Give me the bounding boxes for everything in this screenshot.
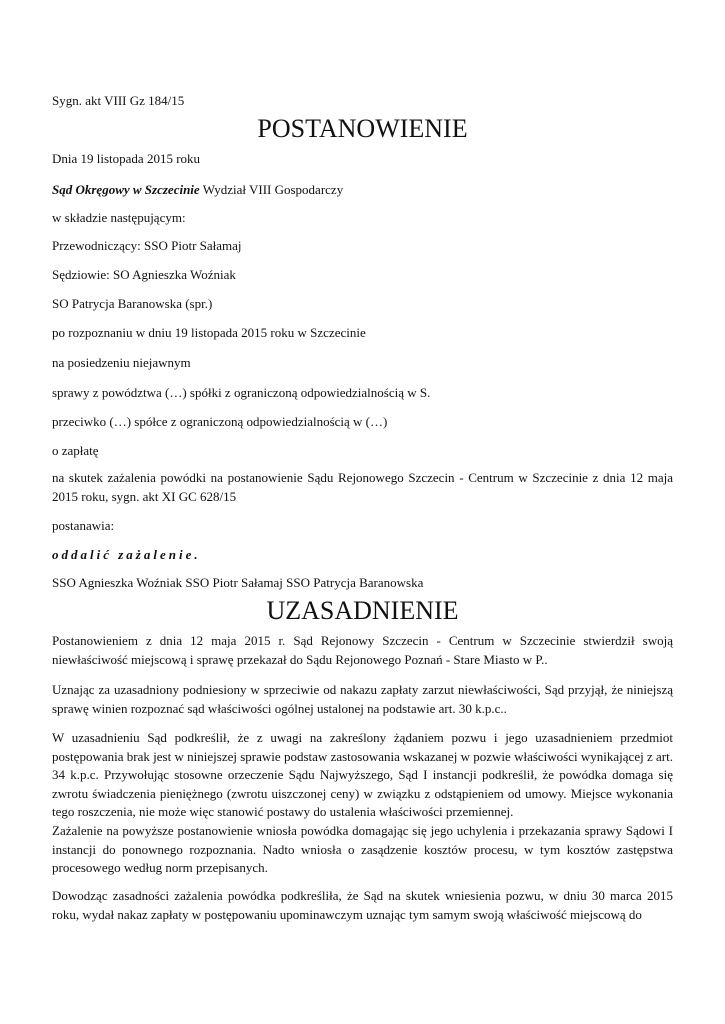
subject-line: o zapłatę: [52, 443, 99, 458]
court-division: Wydział VIII Gospodarczy: [199, 182, 344, 197]
document-title: POSTANOWIENIE: [257, 114, 468, 143]
justification-paragraph: Zażalenie na powyższe postanowienie wniosła powódka domagając się jego uchylenia i przekazania sprawy Sądowi I instancji do ponownego rozpoznania. Nadto wniosła o zasądzenie kosztów procesu, w tym kosztów zastępstwa procesowego według norm przepisanych.: [52, 823, 673, 875]
ruling: oddalić zażalenie.: [52, 547, 201, 562]
court-line: [52, 182, 343, 198]
justification-paragraph: Postanowieniem z dnia 12 maja 2015 r. Sąd Rejonowy Szczecin - Centrum w Szczecinie stwierdził swoją niewłaściwość miejscową i sprawę przekazał do Sądu Rejonowego Poznań - Stare Miasto w P..: [52, 633, 673, 667]
date-line: Dnia 19 listopada 2015 roku: [52, 151, 201, 166]
justification-title: UZASADNIENIE: [266, 596, 459, 625]
court-name: Sąd Okręgowy w Szczecinie: [52, 182, 200, 197]
presiding-judge: Przewodniczący: SSO Piotr Sałamaj: [52, 238, 242, 253]
appeal-paragraph: na skutek zażalenia powódki na postanowienie Sądu Rejonowego Szczecin - Centrum w Szczecinie z dnia 12 maja 2015 roku, sygn. akt XI GC 628/15: [52, 470, 673, 504]
composition-intro: w składzie następującym:: [52, 210, 186, 225]
justification-paragraph: Dowodząc zasadności zażalenia powódka podkreśliła, że Sąd na skutek wniesienia pozwu, w dniu 30 marca 2015 roku, wydał nakaz zapłaty w postępowaniu upominawczym uznając tym samym swoją właściwość miejscową do: [52, 888, 673, 922]
judges-line: Sędziowie: SO Agnieszka Woźniak: [52, 267, 236, 282]
session-line: na posiedzeniu niejawnym: [52, 355, 191, 370]
hearing-line: po rozpoznaniu w dniu 19 listopada 2015 roku w Szczecinie: [52, 325, 366, 340]
decides-line: postanawia:: [52, 518, 115, 533]
judge-rapporteur: SO Patrycja Baranowska (spr.): [52, 296, 213, 311]
case-reference: Sygn. akt VIII Gz 184/15: [52, 93, 185, 108]
justification-paragraph: W uzasadnieniu Sąd podkreślił, że z uwagi na zakreślony żądaniem pozwu i jego uzasadnieniem przedmiot postępowania brak jest w niniejszej sprawie podstaw zastosowania wskazanej w pozwie właściwości wynikającej z art. 34 k.p.c. Przywołując stosowne orzeczenie Sądu Najwyższego, Sąd I instancji podkreślił, że powódka domaga się zwrotu świadczenia pieniężnego (zwrotu uiszczonej ceny) w związku z odstąpieniem od umowy. Miejsce wykonania tego roszczenia, nie może więc stanowić postawy do ustalenia właściwości przemiennej.: [52, 730, 673, 819]
signatures: SSO Agnieszka Woźniak SSO Piotr Sałamaj SSO Patrycja Baranowska: [52, 575, 424, 590]
against-line: przeciwko (…) spółce z ograniczoną odpowiedzialnością w (…): [52, 414, 388, 429]
justification-paragraph: Uznając za uzasadniony podniesiony w sprzeciwie od nakazu zapłaty zarzut niewłaściwości, Sąd przyjął, że niniejszą sprawę winien rozpoznać sąd właściwości ogólnej ustalonej na podstawie art. 30 k.p.c..: [52, 682, 673, 716]
case-line: sprawy z powództwa (…) spółki z ograniczoną odpowiedzialnością w S.: [52, 385, 431, 400]
